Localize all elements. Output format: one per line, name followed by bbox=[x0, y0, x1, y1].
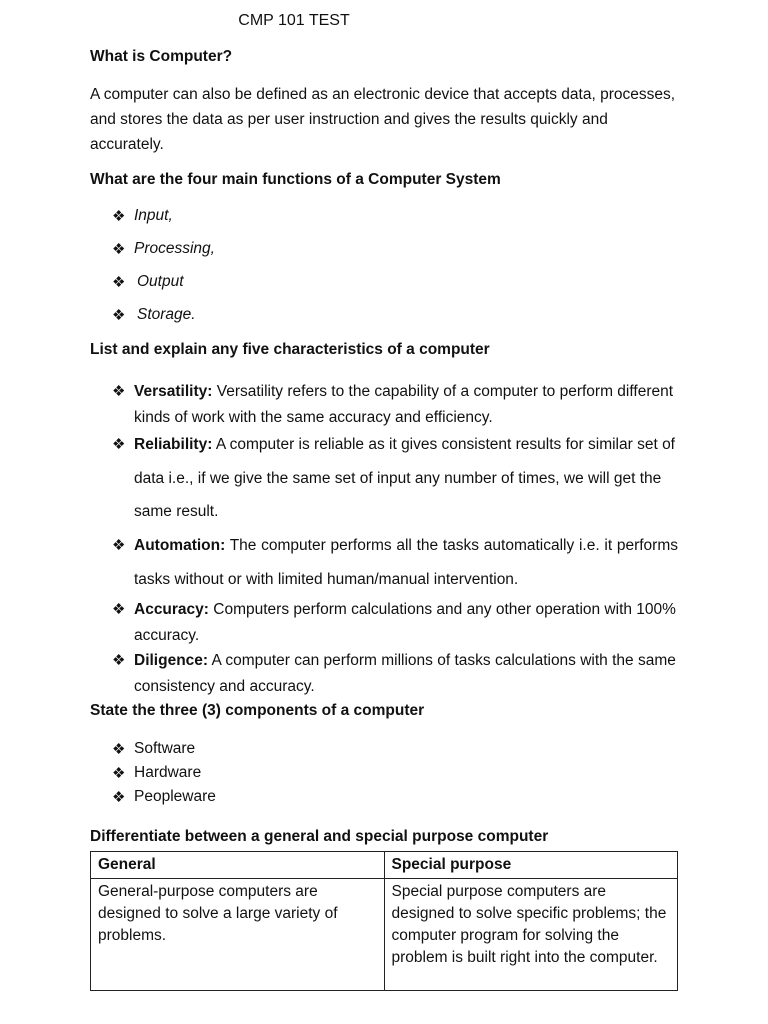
q1-heading: What is Computer? bbox=[90, 48, 233, 65]
diamond-bullet-icon: ❖ bbox=[112, 789, 126, 806]
diamond-bullet-icon: ❖ bbox=[112, 652, 126, 669]
list-item bbox=[112, 379, 678, 431]
column-header-general: General bbox=[91, 852, 385, 879]
q4-heading: State the three (3) components of a computer bbox=[90, 702, 425, 719]
diamond-bullet-icon: ❖ bbox=[112, 208, 126, 225]
characteristic-text: Versatility refers to the capability of a computer to perform different kinds of work with the same accuracy and efficiency. bbox=[134, 383, 674, 426]
function-item: Output bbox=[137, 273, 184, 290]
characteristic-term: Accuracy: bbox=[134, 601, 209, 618]
table-header-row bbox=[91, 852, 678, 879]
list-item bbox=[112, 428, 678, 529]
characteristic-text: A computer can perform millions of tasks calculations with the same consistency and accuracy. bbox=[134, 652, 676, 695]
diamond-bullet-icon: ❖ bbox=[112, 436, 126, 453]
list-item bbox=[112, 648, 678, 700]
characteristic-term: Automation: bbox=[134, 537, 226, 554]
list-item bbox=[112, 529, 678, 596]
characteristic-term: Versatility: bbox=[134, 383, 213, 400]
component-item: Peopleware bbox=[134, 788, 216, 805]
table-cell: Special purpose computers are designed to solve specific problems; the computer program for solving the problem is built right into the computer. bbox=[384, 879, 678, 991]
diamond-bullet-icon: ❖ bbox=[112, 537, 126, 554]
table-row bbox=[91, 879, 678, 991]
list-item bbox=[112, 740, 195, 758]
diamond-bullet-icon: ❖ bbox=[112, 274, 126, 291]
function-item: Storage. bbox=[137, 306, 196, 323]
diamond-bullet-icon: ❖ bbox=[112, 741, 126, 758]
characteristic-text: A computer is reliable as it gives consistent results for similar set of data i.e., if we give the same set of input any number of times, we will get the same result. bbox=[134, 436, 675, 520]
list-item bbox=[112, 306, 196, 324]
q5-heading: Differentiate between a general and special purpose computer bbox=[90, 828, 549, 845]
list-item bbox=[112, 207, 173, 225]
diamond-bullet-icon: ❖ bbox=[112, 307, 126, 324]
comparison-table bbox=[90, 851, 678, 991]
list-item bbox=[112, 764, 201, 782]
characteristic-text: The computer performs all the tasks automatically i.e. it performs tasks without or with limited human/manual intervention. bbox=[134, 537, 678, 588]
list-item bbox=[112, 240, 215, 258]
q3-heading: List and explain any five characteristics of a computer bbox=[90, 341, 490, 358]
function-item: Input, bbox=[134, 207, 173, 224]
list-item bbox=[112, 597, 678, 649]
characteristic-text: Computers perform calculations and any other operation with 100% accuracy. bbox=[134, 601, 676, 644]
diamond-bullet-icon: ❖ bbox=[112, 241, 126, 258]
component-item: Software bbox=[134, 740, 196, 757]
characteristic-term: Reliability: bbox=[134, 436, 213, 453]
q2-heading: What are the four main functions of a Computer System bbox=[90, 171, 501, 188]
table-cell: General-purpose computers are designed to solve a large variety of problems. bbox=[91, 879, 385, 991]
characteristic-term: Diligence: bbox=[134, 652, 209, 669]
diamond-bullet-icon: ❖ bbox=[112, 765, 126, 782]
list-item bbox=[112, 788, 216, 806]
list-item bbox=[112, 273, 184, 291]
component-item: Hardware bbox=[134, 764, 202, 781]
q1-answer: A computer can also be defined as an electronic device that accepts data, processes, and stores the data as per user instruction and gives the results quickly and accurately. bbox=[90, 86, 676, 153]
diamond-bullet-icon: ❖ bbox=[112, 383, 126, 400]
diamond-bullet-icon: ❖ bbox=[112, 601, 126, 618]
document-title: CMP 101 TEST bbox=[238, 12, 350, 29]
column-header-special: Special purpose bbox=[384, 852, 678, 879]
function-item: Processing, bbox=[134, 240, 215, 257]
